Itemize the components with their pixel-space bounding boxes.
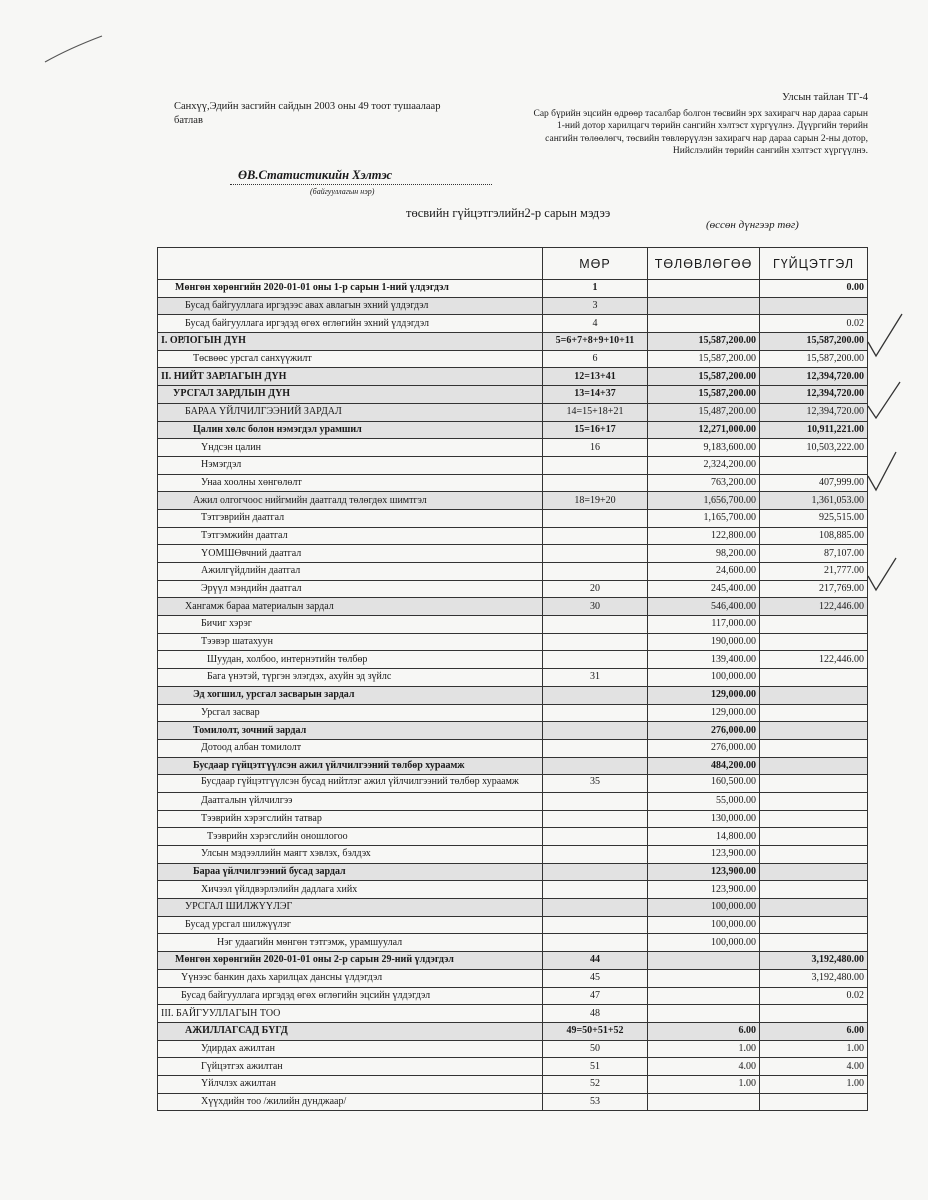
row-code-cell: 15=16+17 [543, 421, 648, 439]
actual-value-cell: 1.00 [760, 1075, 868, 1093]
row-code-cell [543, 757, 648, 775]
table-row [158, 280, 868, 298]
plan-value-cell: 546,400.00 [648, 598, 760, 616]
row-label: Үйлчлэх ажилтан [158, 1075, 543, 1093]
instruction-line: 1-ний дотор харилцагч төрийн сангийн хэлтэст хүргүүлнэ. Дүүргийн төрийн [556, 121, 868, 131]
plan-value-cell: 98,200.00 [648, 545, 760, 563]
actual-value-cell [760, 633, 868, 651]
actual-value-cell [760, 669, 868, 687]
actual-value-cell: 15,587,200.00 [760, 333, 868, 351]
table-row [158, 439, 868, 457]
pen-stroke-mark [40, 30, 120, 70]
plan-value-cell: 15,487,200.00 [648, 403, 760, 421]
plan-value-cell: 4.00 [648, 1058, 760, 1076]
plan-value-cell: 1.00 [648, 1040, 760, 1058]
table-row [158, 775, 868, 793]
row-code-cell: 45 [543, 969, 648, 987]
table-row [158, 757, 868, 775]
check-mark-icon [866, 312, 906, 362]
instruction-line: Нийслэлийн төрийн сангийн хэлтэст хүргүүлнэ. [672, 146, 868, 156]
actual-value-cell [760, 916, 868, 934]
actual-value-cell: 87,107.00 [760, 545, 868, 563]
row-code-cell [543, 686, 648, 704]
row-label: Бусад байгууллага иргэдэд өгөх өглөгийн эцсийн үлдэгдэл [158, 987, 543, 1005]
row-code-cell: 35 [543, 775, 648, 793]
row-code-cell: 48 [543, 1005, 648, 1023]
actual-value-cell: 0.02 [760, 987, 868, 1005]
row-label: Бараа үйлчилгээний бусад зардал [158, 863, 543, 881]
column-header-actual: ГҮЙЦЭТГЭЛ [760, 248, 868, 280]
table-row [158, 616, 868, 634]
row-label: Нэг удаагийн мөнгөн тэтгэмж, урамшуулал [158, 934, 543, 952]
actual-value-cell [760, 792, 868, 810]
plan-value-cell: 100,000.00 [648, 669, 760, 687]
table-row [158, 881, 868, 899]
table-row [158, 810, 868, 828]
table-row [158, 598, 868, 616]
row-code-cell: 5=6+7+8+9+10+11 [543, 333, 648, 351]
row-code-cell: 47 [543, 987, 648, 1005]
table-row [158, 899, 868, 917]
table-row [158, 580, 868, 598]
table-row [158, 315, 868, 333]
plan-value-cell: 14,800.00 [648, 828, 760, 846]
row-label: ҮОМШӨвчний даатгал [158, 545, 543, 563]
row-label: Мөнгөн хөрөнгийн 2020-01-01 оны 2-р сарын 29-ний үлдэгдэл [158, 952, 543, 970]
plan-value-cell: 484,200.00 [648, 757, 760, 775]
row-code-cell [543, 828, 648, 846]
row-code-cell [543, 810, 648, 828]
row-label: Нэмэгдэл [158, 456, 543, 474]
plan-value-cell: 12,271,000.00 [648, 421, 760, 439]
plan-value-cell: 190,000.00 [648, 633, 760, 651]
table-row [158, 1058, 868, 1076]
table-row [158, 739, 868, 757]
table-row [158, 1075, 868, 1093]
row-code-cell [543, 792, 648, 810]
row-code-cell: 3 [543, 297, 648, 315]
row-label: Бусад урсгал шилжүүлэг [158, 916, 543, 934]
plan-value-cell: 2,324,200.00 [648, 456, 760, 474]
row-code-cell [543, 509, 648, 527]
row-label: Дотоод албан томилолт [158, 739, 543, 757]
table-row [158, 846, 868, 864]
row-label: Тэтгэврийн даатгал [158, 509, 543, 527]
approval-line-2: батлав [174, 115, 203, 126]
actual-value-cell: 4.00 [760, 1058, 868, 1076]
actual-value-cell: 3,192,480.00 [760, 969, 868, 987]
table-header-row [158, 248, 868, 280]
actual-value-cell: 15,587,200.00 [760, 350, 868, 368]
actual-value-cell [760, 846, 868, 864]
actual-value-cell [760, 686, 868, 704]
unit-note: (өссөн дүнгээр төг) [706, 219, 799, 231]
actual-value-cell: 925,515.00 [760, 509, 868, 527]
row-label: Унаа хоолны хөнгөлөлт [158, 474, 543, 492]
plan-value-cell: 129,000.00 [648, 686, 760, 704]
row-code-cell [543, 916, 648, 934]
plan-value-cell: 160,500.00 [648, 775, 760, 793]
row-label: Бусдаар гүйцэтгүүлсэн ажил үйлчилгээний төлбөр хураамж [158, 757, 543, 775]
plan-value-cell: 15,587,200.00 [648, 368, 760, 386]
organization-name: ӨВ.Статистикийн Хэлтэс [238, 168, 393, 182]
row-code-cell: 14=15+18+21 [543, 403, 648, 421]
table-row [158, 704, 868, 722]
plan-value-cell: 15,587,200.00 [648, 350, 760, 368]
actual-value-cell [760, 456, 868, 474]
actual-value-cell: 0.00 [760, 280, 868, 298]
plan-value-cell [648, 969, 760, 987]
report-code: Улсын тайлан ТГ-4 [782, 92, 868, 103]
table-row [158, 916, 868, 934]
plan-value-cell: 139,400.00 [648, 651, 760, 669]
actual-value-cell: 122,446.00 [760, 651, 868, 669]
plan-value-cell: 100,000.00 [648, 916, 760, 934]
actual-value-cell: 6.00 [760, 1022, 868, 1040]
row-label: Тээвэр шатахуун [158, 633, 543, 651]
row-code-cell [543, 651, 648, 669]
row-code-cell: 53 [543, 1093, 648, 1111]
table-row [158, 1022, 868, 1040]
row-code-cell: 12=13+41 [543, 368, 648, 386]
row-label: I. ОРЛОГЫН ДҮН [158, 333, 543, 351]
row-label: Даатгалын үйлчилгээ [158, 792, 543, 810]
actual-value-cell: 108,885.00 [760, 527, 868, 545]
row-label: Тэтгэмжийн даатгал [158, 527, 543, 545]
plan-value-cell: 1,656,700.00 [648, 492, 760, 510]
table-row [158, 1040, 868, 1058]
organization-underline [230, 184, 492, 185]
plan-value-cell: 1.00 [648, 1075, 760, 1093]
plan-value-cell: 123,900.00 [648, 863, 760, 881]
row-code-cell: 16 [543, 439, 648, 457]
table-row [158, 633, 868, 651]
table-row [158, 368, 868, 386]
row-code-cell [543, 739, 648, 757]
table-row [158, 403, 868, 421]
actual-value-cell: 0.02 [760, 315, 868, 333]
actual-value-cell: 12,394,720.00 [760, 403, 868, 421]
row-label: Бага үнэтэй, түргэн элэгдэх, ахуйн эд зүйлс [158, 669, 543, 687]
row-label: Улсын мэдээллийн маягт хэвлэх, бэлдэх [158, 846, 543, 864]
instruction-line: сангийн төлөөлөгч, төсвийн төвлөрүүлэн захирагч нар дараа сарын 2-ны дотор, [545, 133, 868, 144]
row-label: БАРАА ҮЙЛЧИЛГЭЭНИЙ ЗАРДАЛ [158, 403, 543, 421]
table-row [158, 492, 868, 510]
row-code-cell [543, 616, 648, 634]
row-label: Хангамж бараа материалын зардал [158, 598, 543, 616]
report-header-right [500, 92, 868, 158]
row-code-cell [543, 545, 648, 563]
plan-value-cell [648, 280, 760, 298]
row-code-cell [543, 563, 648, 581]
row-label: Хүүхдийн тоо /жилийн дунджаар/ [158, 1093, 543, 1111]
plan-value-cell: 1,165,700.00 [648, 509, 760, 527]
document-title: төсвийн гүйцэтгэлийн2-р сарын мэдээ [406, 206, 611, 220]
plan-value-cell [648, 1093, 760, 1111]
column-header-row-code: МӨР [543, 248, 648, 280]
plan-value-cell: 130,000.00 [648, 810, 760, 828]
approval-line-1: Санхүү,Эдийн засгийн сайдын 2003 оны 49 тоот тушаалаар [174, 101, 441, 112]
row-label: Бичиг хэрэг [158, 616, 543, 634]
row-code-cell: 20 [543, 580, 648, 598]
table-row [158, 527, 868, 545]
row-label: УРСГАЛ ШИЛЖҮҮЛЭГ [158, 899, 543, 917]
row-code-cell [543, 633, 648, 651]
row-code-cell [543, 704, 648, 722]
plan-value-cell: 122,800.00 [648, 527, 760, 545]
row-code-cell: 50 [543, 1040, 648, 1058]
row-code-cell [543, 722, 648, 740]
table-row [158, 297, 868, 315]
check-mark-icon [866, 450, 906, 495]
actual-value-cell [760, 722, 868, 740]
plan-value-cell: 123,900.00 [648, 881, 760, 899]
row-code-cell: 44 [543, 952, 648, 970]
row-label: Томилолт, зочний зардал [158, 722, 543, 740]
row-label: АЖИЛЛАГСАД БҮГД [158, 1022, 543, 1040]
plan-value-cell: 9,183,600.00 [648, 439, 760, 457]
row-code-cell: 52 [543, 1075, 648, 1093]
table-row [158, 722, 868, 740]
actual-value-cell [760, 704, 868, 722]
table-row [158, 1005, 868, 1023]
table-row [158, 509, 868, 527]
table-row [158, 421, 868, 439]
table-row [158, 474, 868, 492]
row-code-cell [543, 863, 648, 881]
plan-value-cell: 123,900.00 [648, 846, 760, 864]
actual-value-cell: 1.00 [760, 1040, 868, 1058]
actual-value-cell [760, 828, 868, 846]
actual-value-cell [760, 863, 868, 881]
plan-value-cell [648, 952, 760, 970]
plan-value-cell: 245,400.00 [648, 580, 760, 598]
row-code-cell: 6 [543, 350, 648, 368]
plan-value-cell: 55,000.00 [648, 792, 760, 810]
row-code-cell [543, 846, 648, 864]
table-row [158, 828, 868, 846]
row-label: Шуудан, холбоо, интернэтийн төлбөр [158, 651, 543, 669]
row-label: Бусад байгууллага иргэдэд өгөх өглөгийн эхний үлдэгдэл [158, 315, 543, 333]
actual-value-cell [760, 934, 868, 952]
table-row [158, 669, 868, 687]
row-label: Төсвөөс урсгал санхүүжилт [158, 350, 543, 368]
row-code-cell [543, 527, 648, 545]
table-row [158, 686, 868, 704]
row-code-cell [543, 934, 648, 952]
actual-value-cell [760, 1093, 868, 1111]
row-label: Тээврийн хэрэгслийн татвар [158, 810, 543, 828]
plan-value-cell: 100,000.00 [648, 934, 760, 952]
row-label: Урсгал засвар [158, 704, 543, 722]
actual-value-cell: 407,999.00 [760, 474, 868, 492]
table-row [158, 563, 868, 581]
table-row [158, 386, 868, 404]
plan-value-cell: 129,000.00 [648, 704, 760, 722]
plan-value-cell: 15,587,200.00 [648, 386, 760, 404]
table-row [158, 1093, 868, 1111]
row-label: Бусад байгууллага иргэдээс авах авлагын эхний үлдэгдэл [158, 297, 543, 315]
plan-value-cell: 15,587,200.00 [648, 333, 760, 351]
plan-value-cell: 276,000.00 [648, 722, 760, 740]
row-label: Бусдаар гүйцэтгүүлсэн бусад нийтлэг ажил үйлчилгээний төлбөр хураамж [158, 775, 543, 793]
column-header-plan: ТӨЛӨВЛӨГӨӨ [648, 248, 760, 280]
plan-value-cell: 24,600.00 [648, 563, 760, 581]
check-mark-icon [866, 556, 906, 596]
actual-value-cell: 217,769.00 [760, 580, 868, 598]
row-code-cell [543, 456, 648, 474]
actual-value-cell [760, 297, 868, 315]
row-label: Удирдах ажилтан [158, 1040, 543, 1058]
actual-value-cell [760, 775, 868, 793]
actual-value-cell: 21,777.00 [760, 563, 868, 581]
actual-value-cell: 10,911,221.00 [760, 421, 868, 439]
table-row [158, 545, 868, 563]
row-label: Эрүүл мэндийн даатгал [158, 580, 543, 598]
instruction-line: Сар бүрийн эцсийн өдрөөр тасалбар болгон төсвийн эрх захирагч нар дараа сарын [533, 108, 868, 119]
table-row [158, 651, 868, 669]
actual-value-cell: 10,503,222.00 [760, 439, 868, 457]
row-code-cell: 18=19+20 [543, 492, 648, 510]
row-label: Ажилгүйдлийн даатгал [158, 563, 543, 581]
table-row [158, 350, 868, 368]
table-row [158, 952, 868, 970]
actual-value-cell: 1,361,053.00 [760, 492, 868, 510]
actual-value-cell [760, 757, 868, 775]
table-row [158, 456, 868, 474]
plan-value-cell [648, 315, 760, 333]
row-label: Үндсэн цалин [158, 439, 543, 457]
row-code-cell: 31 [543, 669, 648, 687]
plan-value-cell [648, 297, 760, 315]
row-code-cell: 13=14+37 [543, 386, 648, 404]
actual-value-cell [760, 739, 868, 757]
plan-value-cell [648, 987, 760, 1005]
actual-value-cell [760, 616, 868, 634]
budget-table [157, 247, 868, 1111]
table-row [158, 987, 868, 1005]
actual-value-cell [760, 1005, 868, 1023]
plan-value-cell: 117,000.00 [648, 616, 760, 634]
approval-note [174, 100, 504, 128]
plan-value-cell [648, 1005, 760, 1023]
row-label: Эд хогшил, урсгал засварын зардал [158, 686, 543, 704]
actual-value-cell: 12,394,720.00 [760, 368, 868, 386]
row-code-cell [543, 899, 648, 917]
row-label: Тээврийн хэрэгслийн оношлогоо [158, 828, 543, 846]
check-mark-icon [866, 380, 906, 425]
row-code-cell [543, 474, 648, 492]
row-code-cell: 4 [543, 315, 648, 333]
table-row [158, 333, 868, 351]
row-label: Гүйцэтгэх ажилтан [158, 1058, 543, 1076]
plan-value-cell: 276,000.00 [648, 739, 760, 757]
table-row [158, 863, 868, 881]
actual-value-cell [760, 881, 868, 899]
row-label: Үүнээс банкин дахь харилцах дансны үлдэгдэл [158, 969, 543, 987]
actual-value-cell [760, 810, 868, 828]
row-label: УРСГАЛ ЗАРДЛЫН ДҮН [158, 386, 543, 404]
plan-value-cell: 763,200.00 [648, 474, 760, 492]
row-label: Ажил олгогчоос нийгмийн даатгалд төлөгдөх шимтгэл [158, 492, 543, 510]
table-row [158, 934, 868, 952]
row-code-cell: 30 [543, 598, 648, 616]
table-row [158, 969, 868, 987]
actual-value-cell: 122,446.00 [760, 598, 868, 616]
row-label: Хичээл үйлдвэрлэлийн дадлага хийх [158, 881, 543, 899]
row-label: II. НИЙТ ЗАРЛАГЫН ДҮН [158, 368, 543, 386]
table-row [158, 792, 868, 810]
plan-value-cell: 6.00 [648, 1022, 760, 1040]
actual-value-cell [760, 899, 868, 917]
row-code-cell [543, 881, 648, 899]
row-label: Цалин хөлс болон нэмэгдэл урамшил [158, 421, 543, 439]
actual-value-cell: 12,394,720.00 [760, 386, 868, 404]
row-code-cell: 1 [543, 280, 648, 298]
row-label: III. БАЙГУУЛЛАГЫН ТОО [158, 1005, 543, 1023]
organization-caption: (байгууллагын нэр) [310, 187, 375, 196]
column-header-label [158, 248, 543, 280]
actual-value-cell: 3,192,480.00 [760, 952, 868, 970]
row-label: Мөнгөн хөрөнгийн 2020-01-01 оны 1-р сарын 1-ний үлдэгдэл [158, 280, 543, 298]
plan-value-cell: 100,000.00 [648, 899, 760, 917]
row-code-cell: 51 [543, 1058, 648, 1076]
row-code-cell: 49=50+51+52 [543, 1022, 648, 1040]
